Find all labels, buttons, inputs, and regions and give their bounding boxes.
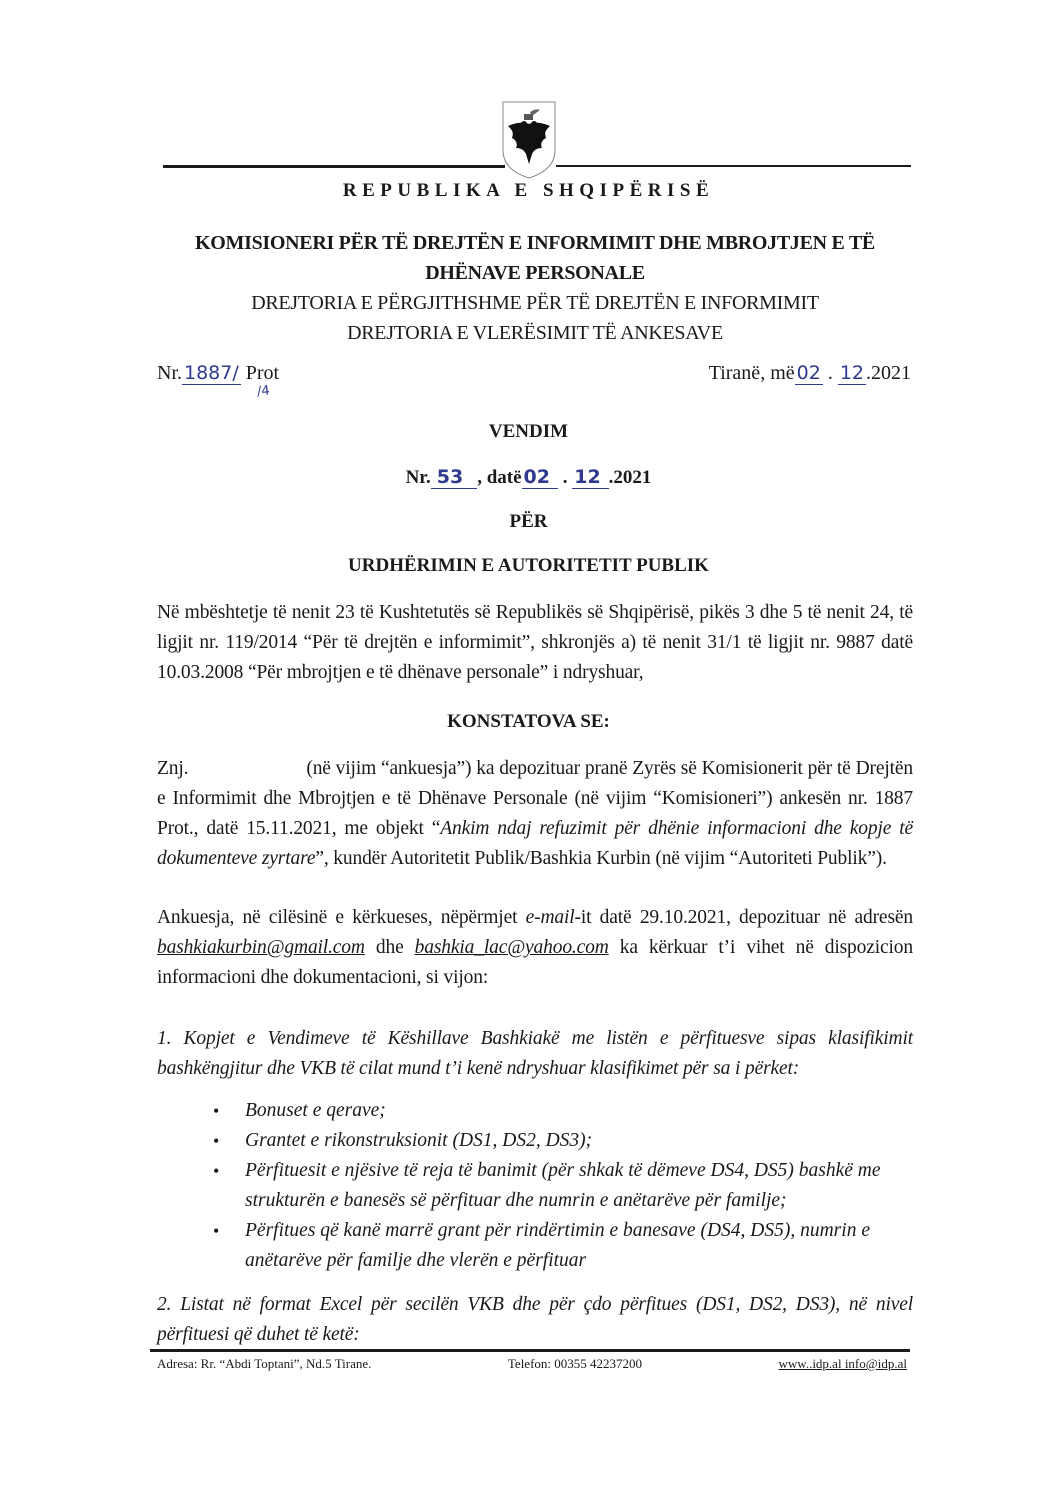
place-date: Tiranë, më 02 . 12 .2021 [708,362,911,384]
complaint-paragraph [157,754,913,874]
handwritten-sub-number: /4 [256,383,271,400]
request-item-2: 2. Listat në format Excel për secilën VKB dhe për çdo përfitues (DS1, DS2, DS3), në nivel përfituesi që duhet të ketë: [157,1294,913,1345]
decision-date-label: , datë [477,467,522,488]
footer-phone: Telefon: 00355 42237200 [507,1356,643,1371]
request-paragraph [157,903,913,993]
handwritten-protocol-number: 1887/ [184,362,239,384]
place-label: Tiranë, më [708,362,795,384]
complaint-text-a: (në vijim “ankuesja”) ka depozituar pranë Zyrës së Komisionerit për të Drejtën e Informimit dhe Mbrojtjen e të Dhënave Personale (në vijim “Komisioneri”) ankesën nr. 1887 Prot., datë 15.11.2021, me objekt “ [157,758,913,839]
handwritten-decision-month: 12 [572,466,608,489]
republic-title: REPUBLIKA E SHQIPËRISË [342,180,715,201]
konstatova-heading: KONSTATOVA SE: [447,711,610,732]
request-item-1: 1. Kopjet e Vendimeve të Këshillave Bashkiakë me listën e përfituesve sipas klasifikimit bashkëngjitur dhe VKB të cilat mund t’i kenë ndryshuar klasifikimet për sa i përket: [157,1028,913,1079]
header-rule-right [556,165,911,167]
bullet-item: • Grantet e rikonstruksionit (DS1, DS2, DS3); [213,1126,913,1156]
year: .2021 [866,362,911,384]
decision-number-date: Nr. 53 , datë 02 . 12 .2021 [405,466,652,488]
request-text-a: Ankuesja, në cilësinë e kërkueses, nëpërmjet [157,907,526,928]
legal-basis-paragraph: Në mbështetje të nenit 23 të Kushtetutës së Republikës së Shqipërisë, pikës 3 dhe 5 të nenit 24, të ligjit nr. 119/2014 “Për të drejtën e informimit”, shkronjës a) të nenit 31/1 të ligjit nr. 9887 datë 10.03.2008 “Për mbrojtjen e të dhënave personale” i ndryshuar, [157,602,913,683]
decision-year: .2021 [608,467,652,488]
coat-of-arms-icon [500,100,558,180]
handwritten-decision-day: 02 [522,466,558,489]
footer-web-links[interactable]: www..idp.al info@idp.al [778,1356,907,1371]
decision-nr-label: Nr. [405,467,431,488]
decision-subject: URDHËRIMIN E AUTORITETIT PUBLIK [348,555,709,576]
institution-name-line1: KOMISIONERI PËR TË DREJTËN E INFORMIMIT DHE MBROJTJEN E TË [195,232,875,254]
request-text-c: dhe [364,937,415,958]
decision-title: VENDIM [488,421,569,442]
institution-name-line2: DHËNAVE PERSONALE [425,262,645,284]
complainant-title: Znj. [157,758,189,779]
footer-address: Adresa: Rr. “Abdi Toptani”, Nd.5 Tirane. [157,1356,372,1371]
per-heading: PËR [509,511,548,532]
handwritten-decision-number: 53 [431,466,477,489]
complaint-text-b: ”, kundër Autoritetit Publik/Bashkia Kurbin (në vijim “Autoriteti Publik”). [315,848,887,869]
directorate: DREJTORIA E VLERËSIMIT TË ANKESAVE [347,322,723,344]
header-rule-left [163,165,505,168]
complaint-object: Ankim ndaj refuzimit për dhënie informacioni dhe kopje të dokumenteve zyrtare [157,818,913,869]
bullet-item: • Përfituesit e njësive të reja të banimit (për shkak të dëmeve DS4, DS5) bashkë me strukturën e banesës së përfituar dhe numrin e anëtarëve për familje; [213,1156,913,1216]
directorate-general: DREJTORIA E PËRGJITHSHME PËR TË DREJTËN E INFORMIMIT [251,292,819,314]
email-link-bashkia-lac[interactable]: bashkia_lac@yahoo.com [414,937,609,958]
bullet-item: • Përfitues që kanë marrë grant për rindërtimin e banesave (DS4, DS5), numrin e anëtarëve për familje dhe vlerën e përfituar [213,1216,913,1276]
bullet-item: • Bonuset e qerave; [213,1096,913,1126]
request-text-d: ka kërkuar t’i vihet në dispozicion informacioni dhe dokumentacioni, si vijon: [157,937,914,988]
protocol-number [157,362,279,385]
email-word: e-mail [525,907,575,928]
email-link-bashkiakurbin[interactable]: bashkiakurbin@gmail.com [157,937,365,958]
request-text-b: -it datë 29.10.2021, depozituar në adresën [574,907,913,928]
request-bullet-list [213,1096,913,1276]
footer-rule [150,1349,910,1352]
nr-label: Nr. [157,362,182,384]
footer [157,1356,907,1372]
institution-block [150,228,920,348]
prot-label: Prot [245,362,280,384]
handwritten-day: 02 [796,362,821,384]
handwritten-month: 12 [839,362,864,384]
